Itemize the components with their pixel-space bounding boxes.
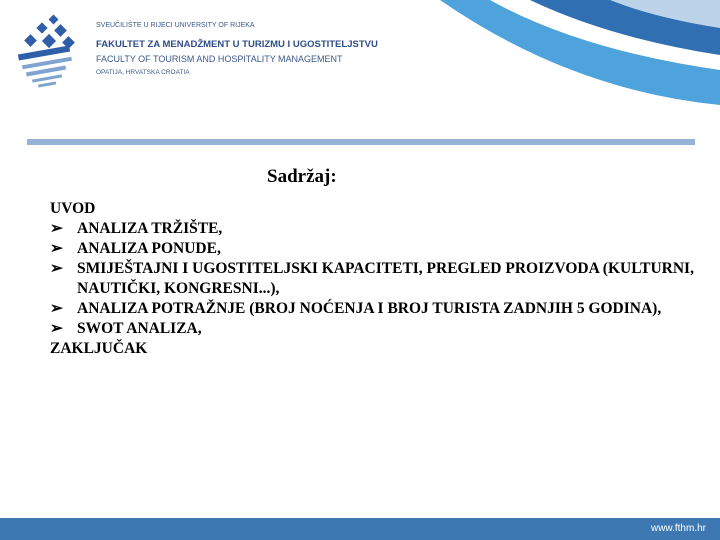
arrow-bullet-icon: ➢: [50, 320, 63, 337]
arrow-bullet-icon: ➢: [50, 240, 63, 257]
header-decoration: [420, 0, 720, 110]
footer-bar: [0, 518, 720, 540]
list-item: [50, 319, 700, 339]
list-item-text: SWOT ANALIZA,: [77, 320, 202, 337]
faculty-logo: [14, 14, 80, 88]
list-item: [50, 239, 700, 259]
arrow-bullet-icon: ➢: [50, 260, 63, 277]
university-name: SVEUČILIŠTE U RIJECI UNIVERSITY OF RIJEKA: [96, 22, 255, 29]
list-item-text: ANALIZA POTRAŽNJE (BROJ NOĆENJA I BROJ TURISTA ZADNJIH 5 GODINA),: [77, 300, 662, 317]
list-item: [50, 219, 700, 239]
faculty-location: OPATIJA, HRVATSKA CROATIA: [96, 69, 190, 76]
content-list: [50, 199, 700, 359]
faculty-name-hr: FAKULTET ZA MENADŽMENT U TURIZMU I UGOSTITELJSTVU: [96, 39, 378, 50]
list-item-text: SMIJEŠTAJNI I UGOSTITELJSKI KAPACITETI, PREGLED PROIZVODA (KULTURNI, NAUTIČKI, KONGRESNI...),: [77, 260, 694, 297]
list-item-text: ANALIZA PONUDE,: [77, 240, 221, 257]
slide-title: Sadržaj:: [267, 166, 337, 187]
footer-url: www.fthm.hr: [650, 523, 706, 534]
outro-item: ZAKLJUČAK: [50, 340, 148, 357]
intro-item: UVOD: [50, 200, 96, 217]
header-divider: [27, 139, 695, 145]
list-item: [50, 259, 700, 299]
arrow-bullet-icon: ➢: [50, 300, 63, 317]
faculty-name-en: FACULTY OF TOURISM AND HOSPITALITY MANAGEMENT: [96, 54, 343, 64]
list-item-text: ANALIZA TRŽIŠTE,: [77, 220, 223, 237]
arrow-bullet-icon: ➢: [50, 220, 63, 237]
list-item: [50, 299, 700, 319]
